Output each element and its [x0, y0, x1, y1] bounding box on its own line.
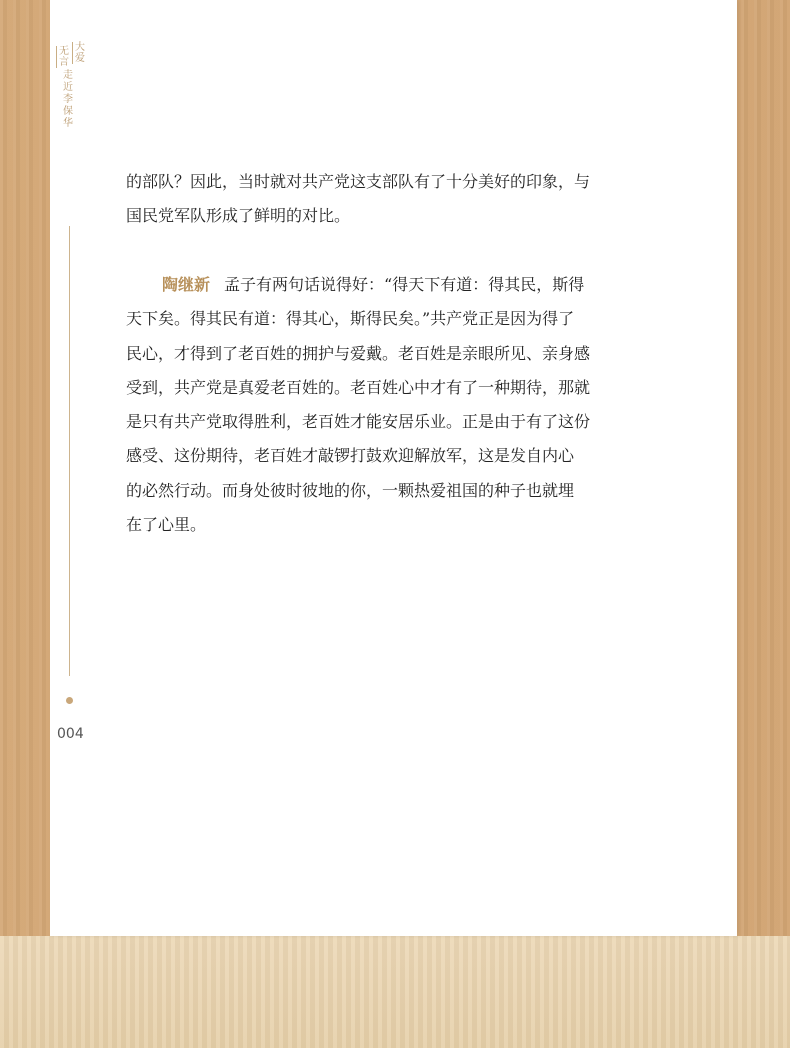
margin-dot: [66, 697, 73, 704]
text-line: 的部队？因此，当时就对共产党这支部队有了十分美好的印象，与: [126, 172, 591, 191]
table-surface: [0, 936, 790, 1048]
series-char: 无: [59, 46, 69, 57]
title-char: 走: [63, 70, 73, 81]
page-number: 004: [57, 726, 84, 742]
series-title-right: [72, 42, 89, 64]
book-title-vertical: [62, 70, 74, 130]
text-line: 受到，共产党是真爱老百姓的。老百姓心中才有了一种期待，那就: [126, 377, 591, 397]
series-char: 大: [75, 42, 85, 53]
series-title-left: [56, 46, 73, 68]
first-speech-line: [126, 268, 662, 302]
text-line: 天下矣。得其民有道：得其心，斯得民矣。”共产党正是因为得了: [126, 309, 575, 329]
series-char: 言: [59, 57, 69, 68]
speaker-name: 陶继新: [162, 275, 211, 294]
intro-paragraph: [126, 165, 662, 233]
text-line: 在了心里。: [126, 515, 207, 535]
title-char: 李: [63, 94, 73, 105]
title-char: 华: [63, 118, 73, 129]
text-line: 国民党军队形成了鲜明的对比。: [126, 206, 351, 225]
text-line: 民心，才得到了老百姓的拥护与爱戴。老百姓是亲眼所见、亲身感: [126, 343, 591, 363]
text-line: 是只有共产党取得胜利，老百姓才能安居乐业。正是由于有了这份: [126, 412, 591, 432]
text-line: 的必然行动。而身处彼时彼地的你，一颗热爱祖国的种子也就埋: [126, 480, 575, 500]
title-char: 近: [63, 82, 73, 93]
text-line: 孟子有两句话说得好：“得天下有道：得其民，斯得: [224, 275, 585, 294]
text-line: 感受、这份期待，老百姓才敲锣打鼓欢迎解放军，这是发自内心: [126, 446, 575, 466]
series-char: 爱: [75, 53, 85, 64]
running-head: [52, 42, 92, 132]
speech-paragraph: [126, 268, 662, 542]
margin-rule: [69, 226, 70, 676]
title-char: 保: [63, 106, 73, 117]
